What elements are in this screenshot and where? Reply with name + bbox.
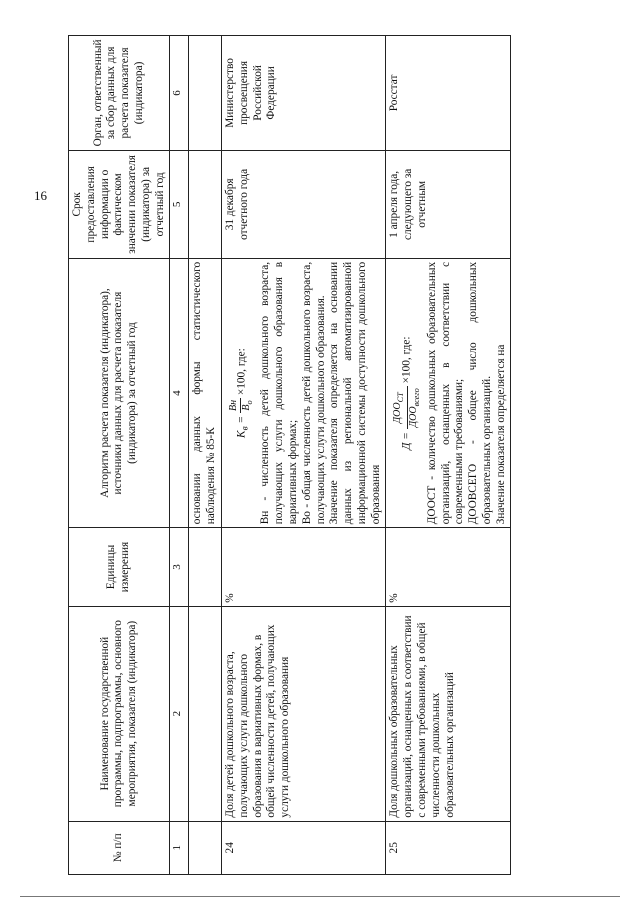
note: Значение показателя определяется на — [494, 344, 507, 525]
col-number-3: 3 — [170, 528, 189, 606]
algorithm — [222, 258, 386, 527]
algorithm — [386, 258, 511, 527]
col-number-5: 5 — [170, 150, 189, 258]
table-header-row — [69, 36, 170, 875]
deadline: 31 декабря отчетного года — [222, 150, 386, 258]
unit: % — [386, 528, 511, 606]
deadline: 1 апреля года, следующего за отчетным — [386, 150, 511, 258]
header-number: № п/п — [69, 821, 170, 874]
definition: Вн - численность детей дошкольного возраста, получающих услуги дошкольного образования в вариативных формах; — [259, 261, 299, 525]
header-algorithm: Алгоритм расчета показателя (индикатора), источники данных для расчета показателя (индикатора) за отчетный год — [69, 258, 170, 527]
col-number-2: 2 — [170, 606, 189, 821]
rotated-table-sheet — [68, 35, 624, 875]
scan-edge-line — [20, 896, 620, 897]
responsible-organ: Министерство просвещения Российской Федерации — [222, 36, 386, 151]
header-organ: Орган, ответственный за сбор данных для расчета показателя (индикатора) — [69, 36, 170, 151]
definition: Во - общая численность детей дошкольного возраста, получающих услуги дошкольного образования. — [300, 261, 327, 525]
col-number-1: 1 — [170, 821, 189, 874]
column-numbers-row — [170, 36, 189, 875]
formula: $K_в$ = Bн $B_о$ ×100, где: — [228, 348, 255, 438]
definition: ДООВСЕГО - общее число дошкольных образовательных организаций. — [467, 261, 493, 525]
indicator-table — [68, 35, 511, 875]
indicator-name: Доля детей дошкольного возраста, получающих услуги дошкольного образования в вариативных формах, в общей численности детей, получающих услуги дошкольного образования — [222, 606, 386, 821]
table-row-24 — [222, 36, 386, 875]
formula: Д = $ДОО_{СТ}$ $ДОО_{всего}$ ×100, где: — [392, 336, 421, 450]
table-row-25 — [386, 36, 511, 875]
row-number: 25 — [386, 821, 511, 874]
row-number: 24 — [222, 821, 386, 874]
header-deadline: Срок предоставления информации о фактическом значении показателя (индикатора) за отчетный год — [69, 150, 170, 258]
page-number: 16 — [34, 188, 47, 203]
formula-fraction: Bн $B_о$ — [228, 399, 255, 412]
header-name: Наименование государственной программы, подпрограммы, основного мероприятия, показателя (индикатора) — [69, 606, 170, 821]
indicator-name: Доля дошкольных образовательных организаций, оснащенных в соответствии с современными требованиями, в общей численности дошкольных образовательных организаций — [386, 606, 511, 821]
col-number-6: 6 — [170, 36, 189, 151]
table-row-continued — [189, 36, 222, 875]
header-unit: Единицы измерения — [69, 528, 170, 606]
responsible-organ: Росстат — [386, 36, 511, 151]
formula-fraction: $ДОО_{СТ}$ $ДОО_{всего}$ — [392, 388, 421, 428]
unit: % — [222, 528, 386, 606]
col-number-4: 4 — [170, 258, 189, 527]
note: Значение показателя определяется на основании данных из региональной автоматизированной информационной системы доступности дошкольного образования — [328, 261, 382, 525]
continued-algorithm: основании данных формы статистического наблюдения № 85-К — [189, 258, 222, 527]
definition: ДООСТ - количество дошкольных образовательных организаций, оснащенных в соответствии с современными требованиями; — [425, 261, 466, 525]
